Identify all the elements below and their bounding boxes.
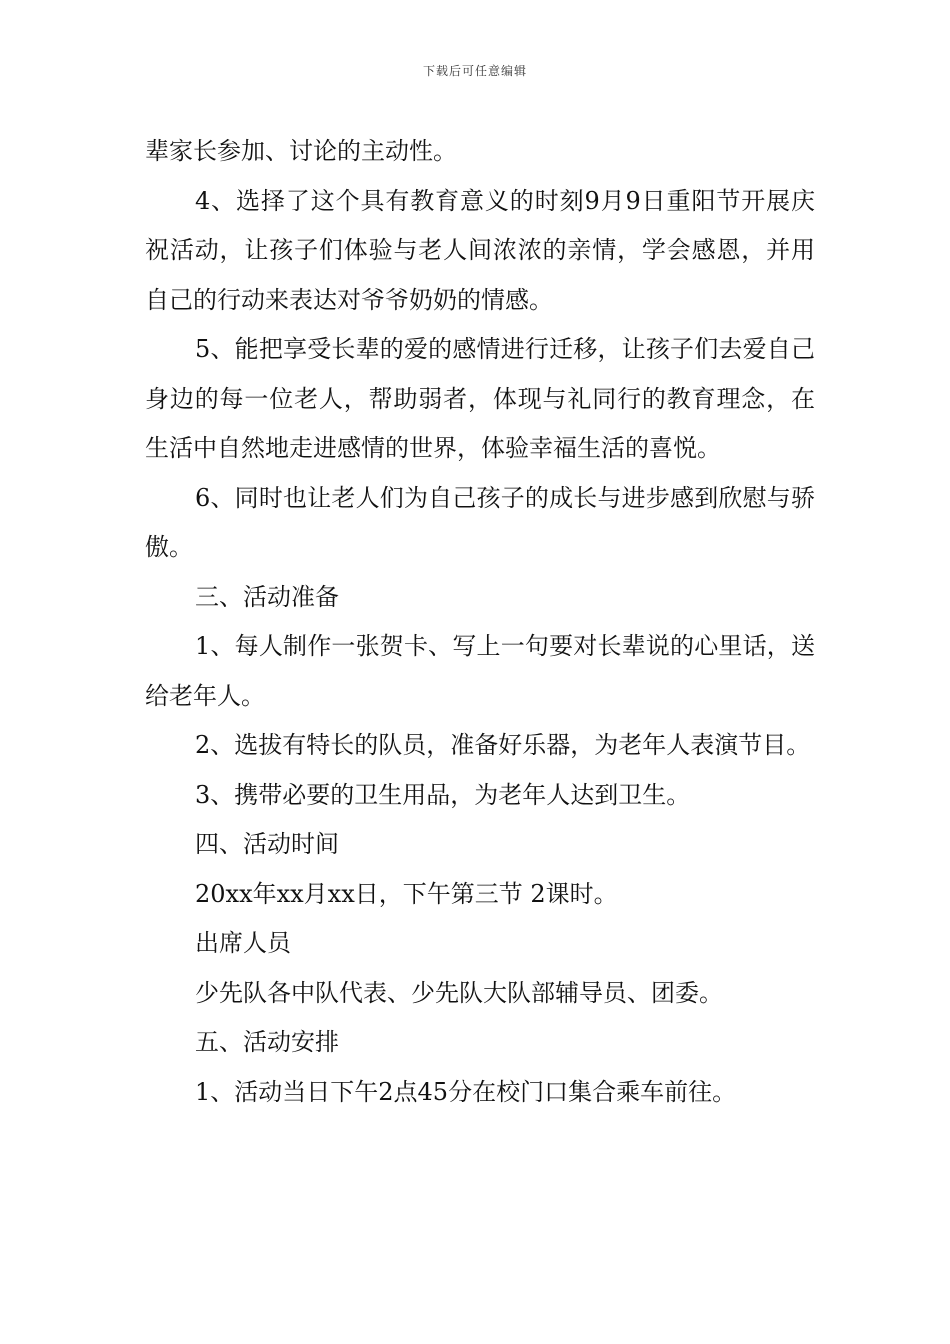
- paragraph-7: 3、携带必要的卫生用品，为老年人达到卫生。: [195, 780, 691, 809]
- page-header: 下载后可任意编辑: [422, 64, 527, 78]
- paragraph-4: 6、同时也让老人们为自己孩子的成长与进步感到欣慰与骄傲。: [145, 483, 815, 561]
- paragraph-9: 少先队各中队代表、少先队大队部辅导员、团委。: [195, 978, 723, 1007]
- section-heading-arrangement: 五、活动安排: [195, 1028, 339, 1056]
- paragraph-5: 1、每人制作一张贺卡、写上一句要对长辈说的心里话，送给老年人。: [145, 632, 815, 710]
- section-heading-time: 四、活动时间: [195, 830, 339, 858]
- paragraph-3: 5、能把享受长辈的爱的感情进行迁移，让孩子们去爱自己身边的每一位老人，帮助弱者，体现与礼同行的教育理念，在生活中自然地走进感情的世界，体验幸福生活的喜悦。: [145, 335, 815, 462]
- paragraph-6: 2、选拔有特长的队员，准备好乐器，为老年人表演节目。: [195, 731, 811, 759]
- paragraph-1: 辈家长参加、讨论的主动性。: [145, 137, 457, 165]
- section-heading-preparation: 三、活动准备: [195, 582, 339, 611]
- document-body: [145, 127, 815, 1117]
- paragraph-2: 4、选择了这个具有教育意义的时刻9月9日重阳节开展庆祝活动，让孩子们体验与老人间浓浓的亲情，学会感恩，并用自己的行动来表达对爷爷奶奶的情感。: [145, 186, 815, 314]
- paragraph-8: 20xx年xx月xx日，下午第三节 2课时。: [195, 879, 618, 908]
- subheading-attendees: 出席人员: [195, 929, 291, 957]
- paragraph-10: 1、活动当日下午2点45分在校门口集合乘车前往。: [195, 1077, 737, 1106]
